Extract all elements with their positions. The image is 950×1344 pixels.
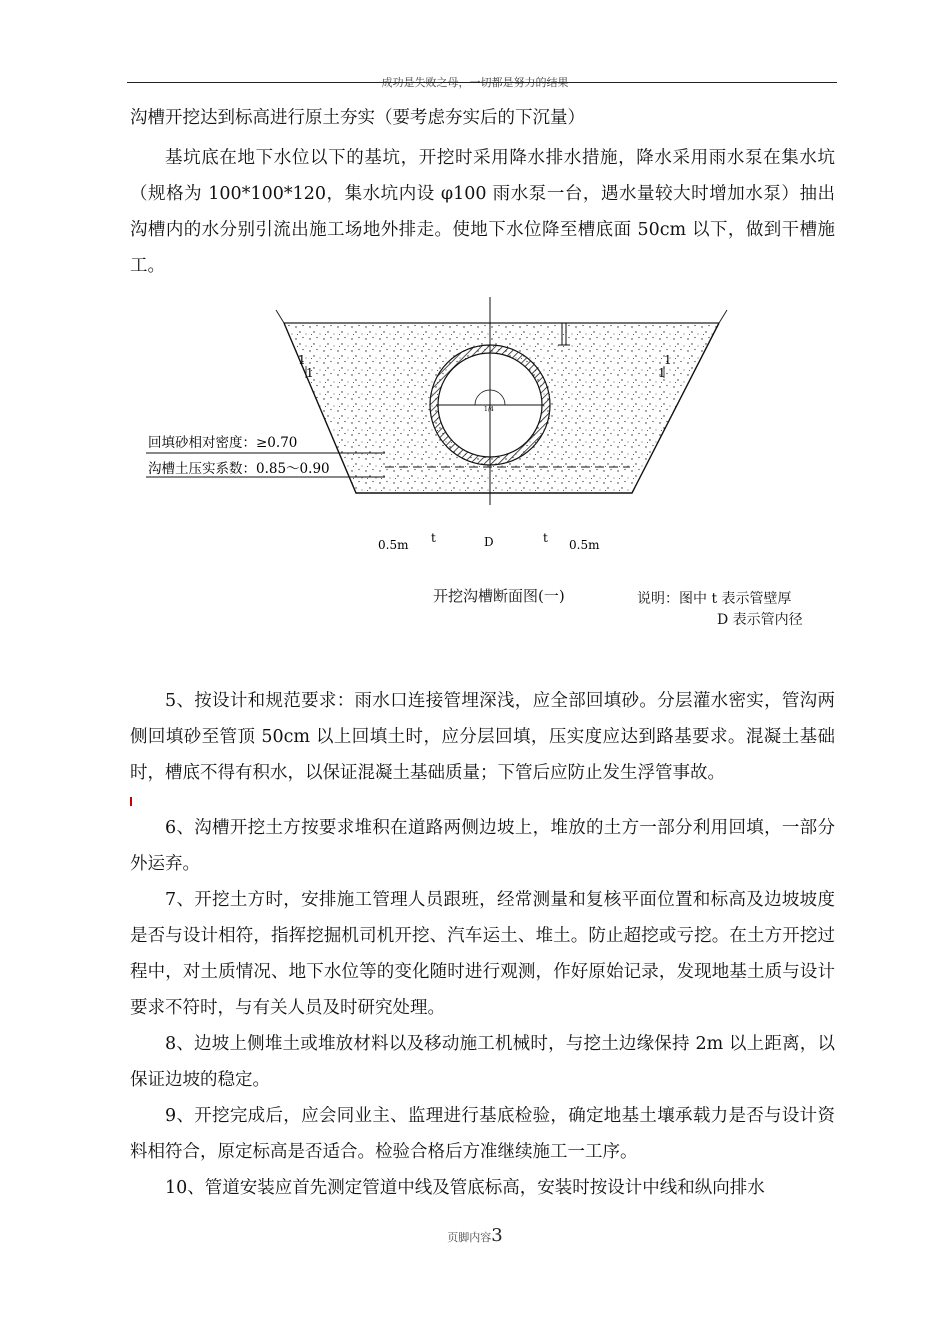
ground-lines [276,310,727,323]
paragraph-dewatering: 基坑底在地下水位以下的基坑，开挖时采用降水排水措施，降水采用雨水泵在集水坑（规格为 100*100*120，集水坑内设 φ100 雨水泵一台，遇水量较大时增加水泵）抽出沟槽内的水分别引流出施工场地外排走。使地下水位降至槽底面 50cm 以下，做到干槽施工。 [130,148,835,276]
paragraph-item-5: 5、按设计和规范要求：雨水口连接管埋深浅，应全部回填砂。分层灌水密实，管沟两侧回填砂至管顶 50cm 以上回填土时，应分层回填，压实度应达到路基要求。混凝土基础时，槽底不得有积水，以保证混凝土基础质量；下管后应防止发生浮管事故。 [130,691,835,783]
figure-note-wall: 说明：图中 t 表示管壁厚 [637,591,792,607]
page-header: 成功是失败之母，一切都是努力的结果 [381,76,569,89]
margin-mark [130,797,132,806]
slope-ratio-right-top: 1 [664,353,672,367]
slope-ratio-left-bottom: 1 [306,366,314,380]
paragraph-item-7: 7、开挖土方时，安排施工管理人员跟班，经常测量和复核平面位置和标高及边坡坡度是否与设计相符，指挥挖掘机司机开挖、汽车运土、堆土。防止超挖或亏挖。在土方开挖过程中，对土质情况、地下水位等的变化随时进行观测，作好原始记录，发现地基土质与设计要求不符时，与有关人员及时研究处理。 [130,890,835,1018]
dim-right-width: 0.5m [569,538,600,552]
figure-caption: 开挖沟槽断面图(一) [433,587,565,605]
pipe-center-mark: 1/4 [484,406,494,413]
paragraph-item-6: 6、沟槽开挖土方按要求堆积在道路两侧边坡上，堆放的土方一部分利用回填，一部分外运弃。 [130,818,835,874]
dim-right-wall: t [543,531,548,545]
dim-left-width: 0.5m [378,538,409,552]
paragraph-intro: 沟槽开挖达到标高进行原土夯实（要考虑夯实后的下沉量） [130,108,585,128]
label-sand-density: 回填砂相对密度：≥0.70 [148,435,298,451]
page-number: 3 [491,1225,503,1246]
paragraph-item-10: 10、管道安装应首先测定管道中线及管底标高，安装时按设计中线和纵向排水 [165,1178,765,1198]
slope-ratio-right-bottom: 1 [658,366,666,380]
page-footer [0,1225,950,1246]
dim-left-wall: t [431,531,436,545]
label-soil-compaction: 沟槽土压实系数：0.85～0.90 [148,461,330,477]
paragraph-item-8: 8、边坡上侧堆土或堆放材料以及移动施工机械时，与挖土边缘保持 2m 以上距离，以保证边坡的稳定。 [130,1034,835,1090]
slope-ratio-left-top: 1 [298,353,306,367]
paragraph-item-9: 9、开挖完成后，应会同业主、监理进行基底检验，确定地基土壤承载力是否与设计资料相符合，原定标高是否适合。检验合格后方准继续施工一工序。 [130,1106,835,1162]
figure-note-diameter: D 表示管内径 [717,612,803,628]
footer-label: 页脚内容 [447,1231,492,1244]
dim-diameter: D [484,535,494,549]
